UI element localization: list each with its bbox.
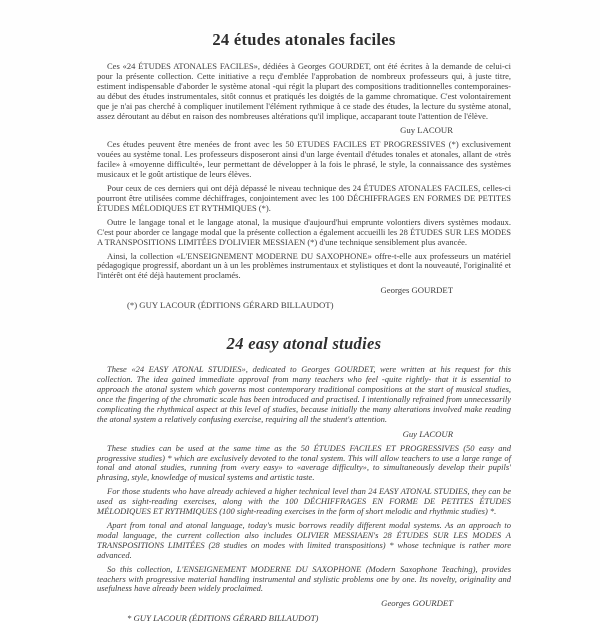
english-paragraph-5: So this collection, L'ENSEIGNEMENT MODERNE DU SAXOPHONE (Modern Saxophone Teaching), provides teachers with progressive material handling instrumental and stylistic problems one by one. Its novelty, originality and usefulness have already been widely proclaimed. [97,563,511,594]
french-paragraph-1: Ces «24 ÉTUDES ATONALES FACILES», dédiées à Georges GOURDET, ont été écrites à la demande de celui-ci pour la présente collection. Cette initiative a reçu d'emblée l'approbation de nombreux professeurs qui, à juste titre, estiment indispensable d'aborder le système atonal -qui régit la plupart des compositions traditionnelles contemporaines- au début des études instrumentales, sitôt connus et pratiqués les doigtés de la gamme chromatique. C'est volontairement que je n'ai pas cherché à compliquer inutilement l'élément rythmique à ce stade des études, la lecture du système atonal, assez déroutant au début en raison des nombreuses altérations qu'il implique, accaparant toute l'attention de l'élève. [97,61,511,121]
english-paragraph-2: These studies can be used at the same time as the 50 ÉTUDES FACILES ET PROGRESSIVES (50 easy and progressive studies) * which are exclusively devoted to the tonal system. This will allow teachers to use a large range of tonal and atonal studies, running from «very easy» to «average difficulty», to simultaneously develop their pupils' phrasing, style, knowledge of musical systems and artistic taste. [97,442,511,483]
english-paragraph-4: Apart from tonal and atonal language, today's music borrows readily different modal systems. As an approach to modal language, the current collection also includes OLIVIER MESSIAEN's 28 ÉTUDES SUR LES MODES A TRANSPOSITIONS LIMITÉES (28 studies on modes with limited transpositions) * whose technique is rather more advanced. [97,520,511,560]
french-author-signature: Guy LACOUR [400,125,453,136]
english-footnote: * GUY LACOUR (ÉDITIONS GÉRARD BILLAUDOT) [127,613,319,623]
french-paragraph-2: Ces études peuvent être menées de front avec les 50 ETUDES FACILES ET PROGRESSIVES (*) exclusivement vouées au système tonal. Les professeurs disposeront ainsi d'un large éventail d'études tonales et atonales, allant de «très facile» à «moyenne difficulté», leur permettant de développer à la fois le phrasé, le style, la connaissance des systèmes musicaux et le goût artistique de leurs élèves. [97,139,511,180]
english-title: 24 easy atonal studies [226,334,382,354]
french-section [97,30,511,310]
english-section [97,334,511,623]
english-dedicatee-signature: Georges GOURDET [381,598,453,609]
french-footnote: (*) GUY LACOUR (ÉDITIONS GÉRARD BILLAUDOT) [127,300,334,311]
french-dedicatee-signature: Georges GOURDET [380,285,453,296]
english-paragraph-3: For those students who have already achieved a higher technical level than 24 EASY ATONAL STUDIES, they can be used as sight-reading exercises, along with the 100 DÉCHIFFRAGES EN FORME DE PETITES ÉTUDES MÉLODIQUES ET RYTHMIQUES (100 sight-reading exercises in the form of short melodic and rhythmic studies) *. [97,486,511,517]
french-paragraph-3: Pour ceux de ces derniers qui ont déjà dépassé le niveau technique des 24 ÉTUDES ATONALES FACILES, celles-ci pourront être utilisées comme déchiffrages, conjointement avec les 100 DÉCHIFFRAGES EN FORMES DE PETITES ÉTUDES MÉLODIQUES ET RYTHMIQUES (*). [97,183,511,213]
english-paragraph-1: These «24 EASY ATONAL STUDIES», dedicated to Georges GOURDET, were written at his request for this collection. The idea gained immediate approval from many teachers who feel -quite rightly- that it is essential to approach the atonal system which governs most contemporary traditional compositions at the start of musical studies, once the fingering of the chromatic scale has been introduced and practised. I intentionally refrained from unnecessarily complicating the rhythmical aspect at this level of studies, because initially the many alterations involved make reading the atonal system a relatively confusing exercise, requiring all the student's attention. [97,364,511,424]
french-paragraph-4: Outre le langage tonal et le langage atonal, la musique d'aujourd'hui emprunte volontiers divers systèmes modaux. C'est pour aborder ce langage modal que la présente collection a également accueilli les 28 ÉTUDES SUR LES MODES A TRANSPOSITIONS LIMITÉES D'OLIVIER MESSIAEN (*) d'une technique sensiblement plus avancée. [97,216,511,247]
french-title: 24 études atonales faciles [212,30,396,49]
english-author-signature: Guy LACOUR [402,428,453,439]
french-paragraph-5: Ainsi, la collection «L'ENSEIGNEMENT MODERNE DU SAXOPHONE» offre-t-elle aux professeurs un matériel pédagogique progressif, abordant un à un les problèmes instrumentaux et stylistiques et dont la nouveauté, l'originalité et l'intérêt ont été déjà hautement proclamés. [97,250,511,281]
